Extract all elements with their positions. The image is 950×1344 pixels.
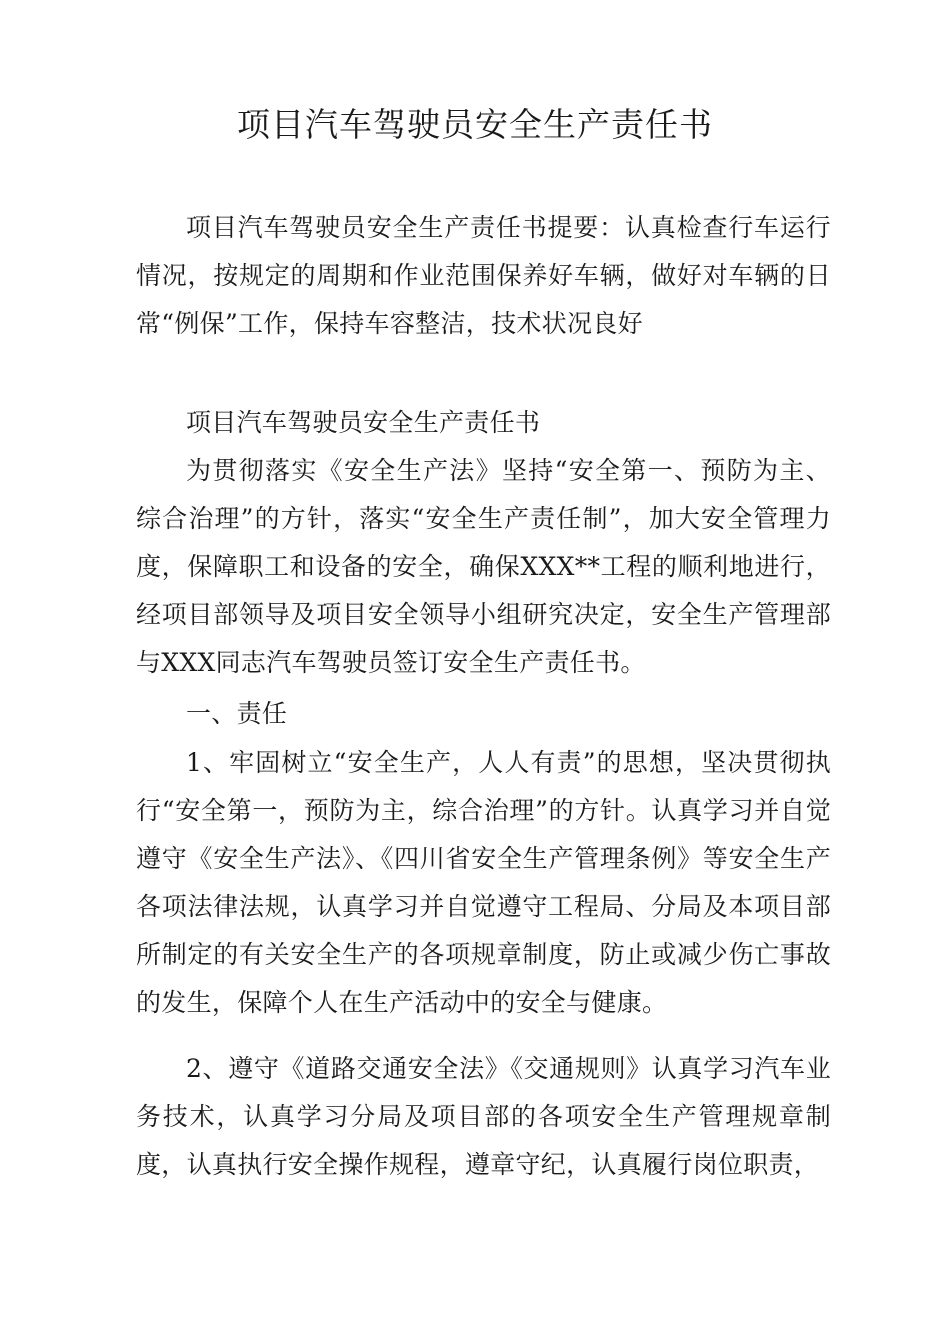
responsibility-item-1: 1、牢固树立“安全生产，人人有责”的思想，坚决贯彻执行“安全第一，预防为主，综合治理”的方针。认真学习并自觉遵守《安全生产法》、《四川省安全生产管理条例》等安全生产各项法律法规，认真学习并自觉遵守工程局、分局及本项目部所制定的有关安全生产的各项规章制度，防止或减少伤亡事故的发生，保障个人在生产活动中的安全与健康。	[136, 748, 831, 1017]
document-title: 项目汽车驾驶员安全生产责任书	[237, 105, 713, 144]
intro-paragraph: 为贯彻落实《安全生产法》坚持“安全第一、预防为主、综合治理”的方针，落实“安全生产责任制”，加大安全管理力度，保障职工和设备的安全，确保XXX**工程的顺利地进行，经项目部领导及项目安全领导小组研究决定，安全生产管理部与XXX同志汽车驾驶员签订安全生产责任书。	[136, 456, 831, 677]
summary-paragraph: 项目汽车驾驶员安全生产责任书提要：认真检查行车运行情况，按规定的周期和作业范围保养好车辆，做好对车辆的日常“例保”工作，保持车容整洁，技术状况良好	[136, 213, 831, 338]
section-heading-responsibility: 一、责任	[186, 699, 288, 728]
responsibility-item-2: 2、遵守《道路交通安全法》《交通规则》认真学习汽车业务技术，认真学习分局及项目部的各项安全生产管理规章制度，认真执行安全操作规程，遵章守纪，认真履行岗位职责，	[136, 1054, 831, 1179]
document-subtitle: 项目汽车驾驶员安全生产责任书	[186, 408, 541, 437]
